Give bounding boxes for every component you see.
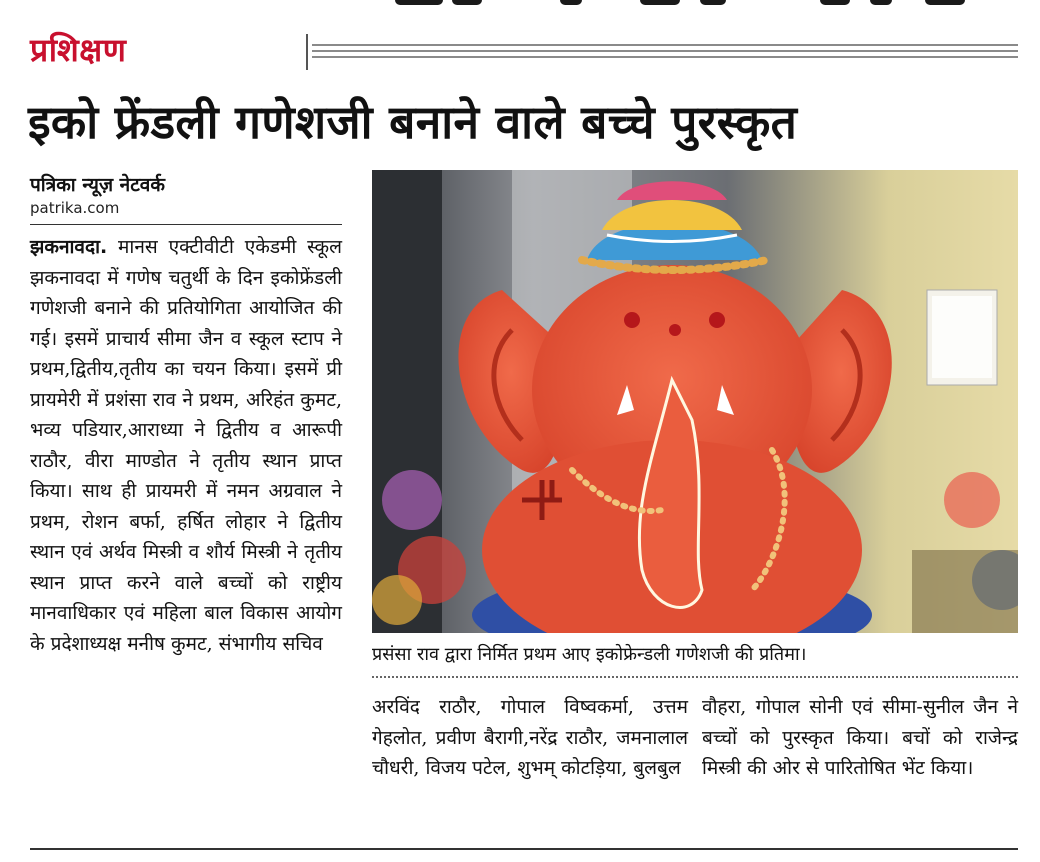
bottom-divider — [30, 848, 1018, 850]
article-headline: इको फ्रेंडली गणेशजी बनाने वाले बच्चे पुरस्कृत — [28, 95, 798, 149]
caption-divider — [372, 676, 1018, 678]
article-column-3: वौहरा, गोपाल सोनी एवं सीमा-सुनील जैन ने बच्चों को पुरस्कृत किया। बचों को राजेन्द्र मिस्त्री की ओर से पारितोषित भेंट किया। — [702, 696, 1018, 779]
photo-caption: प्रसंसा राव द्वारा निर्मित प्रथम आए इकोफ्रेन्डली गणेशजी की प्रतिमा। — [372, 644, 807, 665]
kicker-rule-lines — [306, 34, 1018, 70]
byline-name: पत्रिका न्यूज़ नेटवर्क — [30, 174, 165, 196]
ganesh-idol-photo — [372, 170, 1018, 633]
previous-headline-remnant — [0, 0, 1040, 8]
section-kicker: प्रशिक्षण — [30, 31, 127, 69]
dateline: झकनावदा. — [30, 236, 108, 258]
column1-body: मानस एक्टीवीटी एकेडमी स्कूल झकनावदा में गणेष चतुर्थी के दिन इकोफ्रेंडली गणेशजी बनाने की प्रतियोगिता आयोजित की गई। इसमें प्राचार्य सीमा जैन व स्कूल स्टाप ने प्रथम,द्वितीय,तृतीय का चयन किया। इसमें प्री प्रायमेरी में प्रशंसा राव ने प्रथम, अरिहंत कुमट, भव्य पडियार,आराध्या ने द्वितीय व आरूपी राठौर, वीरा माण्डोत ने तृतीय स्थान प्राप्त किया। साथ ही प्रायमरी में नमन अग्रवाल ने प्रथम, रोशन बर्फा, हर्षित लोहार ने द्वितीय स्थान एवं अर्थव मिस्त्री व शौर्य मिस्त्री ने तृतीय स्थान प्राप्त करने वाले बच्चों को राष्ट्रीय मानवाधिकार एवं महिला बाल विकास आयोग के प्रदेशाध्यक्ष मनीष कुमट, संभागीय सचिव — [30, 236, 342, 655]
byline-divider — [30, 224, 342, 225]
byline-source: patrika.com — [30, 199, 120, 217]
byline — [30, 172, 342, 218]
article-column-1 — [30, 232, 342, 659]
article-column-2: अरविंद राठौर, गोपाल विष्वकर्मा, उत्तम गेहलोत, प्रवीण बैरागी,नरेंद्र राठौर, जमनालाल चौधरी, विजय पटेल, शुभम् कोटड़िया, बुलबुल — [372, 696, 688, 779]
